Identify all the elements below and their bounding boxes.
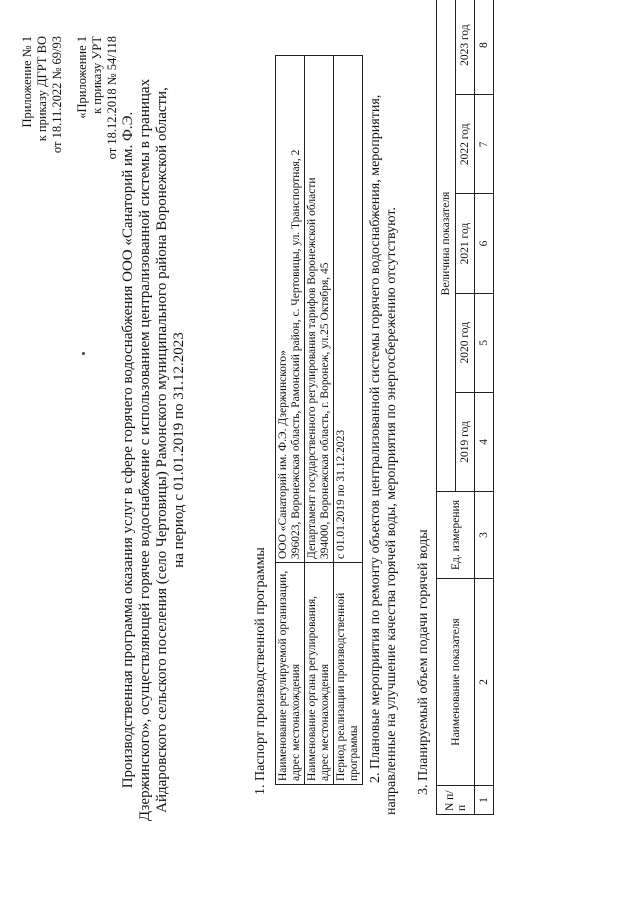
table-header-row [437, 0, 456, 815]
column-header-unit: Ед. измерения [437, 492, 475, 579]
passport-value-line: 396023, Воронежская область, Рамонский район, с. Чертовицы, ул. Транспортная, 2 [290, 149, 302, 559]
title-line: Дзержинского», осуществляющей горячее водоснабжение с использованием централизованной системы в границах [137, 78, 153, 822]
table-row [305, 56, 334, 785]
appendix-line: Приложение № 1 [20, 36, 34, 128]
passport-value [305, 56, 334, 563]
section-2-text: 2. Плановые мероприятия по ремонту объектов централизованной системы горячего водоснабжения, мероприятия, направленные на улучшение качества горячей воды, мероприятия по энергосбережению отсутствуют. [368, 94, 399, 815]
index-cell: 6 [475, 194, 494, 293]
passport-label: Наименование регулируемой организации, адрес местонахождения [276, 563, 305, 785]
column-header-number: N п/ п [437, 786, 475, 815]
index-cell: 3 [475, 492, 494, 579]
volume-table [436, 0, 494, 815]
section-1-heading: 1. Паспорт производственной программы [253, 547, 268, 795]
passport-label: Наименование органа регулирования, адрес местонахождения [305, 563, 334, 785]
index-cell: 7 [475, 95, 494, 194]
passport-value [334, 56, 363, 563]
table-row [334, 56, 363, 785]
appendix-header [20, 36, 120, 266]
column-header-year: 2022 год [456, 95, 475, 194]
column-header-name: Наименование показателя [437, 579, 475, 786]
index-cell: 1 [475, 786, 494, 815]
passport-label: Период реализации производственной программы [334, 563, 363, 785]
document-title [120, 65, 188, 835]
passport-value-line: с 01.01.2019 по 31.12.2023 [335, 429, 347, 559]
index-cell: 8 [475, 0, 494, 95]
title-line: Производственная программа оказания услуг в сфере горячего водоснабжения ООО «Санаторий им. Ф.Э. [120, 111, 136, 789]
title-line: Айдаровского сельского поселения (село Чертовицы) Рамонского муниципального района Воронежской области, [154, 87, 170, 813]
scan-speck [82, 352, 85, 355]
column-header-year: 2021 год [456, 194, 475, 293]
passport-value-line: Департамент государственного регулирования тарифов Воронежской области [306, 177, 318, 559]
appendix-line: от 18.11.2022 № 69/93 [50, 36, 64, 154]
index-cell: 5 [475, 293, 494, 392]
index-cell: 4 [475, 392, 494, 491]
section-3-heading: 3. Планируемый объем подачи горячей воды [416, 529, 431, 795]
appendix-line: к приказу ДГРТ ВО [35, 36, 49, 142]
column-header-year: 2020 год [456, 293, 475, 392]
passport-value-line: 394000, Воронежская область, г. Воронеж, ул.25 Октября, 45 [319, 262, 331, 559]
index-cell: 2 [475, 579, 494, 786]
column-header-group: Величина показателя [437, 0, 456, 492]
passport-table [275, 55, 363, 785]
passport-value-line: ООО «Санаторий им. Ф.Э. Дзержинского» [277, 350, 289, 559]
passport-value [276, 56, 305, 563]
appendix-line: от 18.12.2018 № 54/118 [105, 36, 119, 160]
appendix-line: к приказу УРТ [90, 36, 104, 114]
column-header-year: 2023 год [456, 0, 475, 95]
table-row [276, 56, 305, 785]
table-row [475, 0, 494, 815]
title-line: на период с 01.01.2019 по 31.12.2023 [171, 332, 187, 568]
appendix-line: «Приложение 1 [75, 36, 89, 119]
column-header-year: 2019 год [456, 392, 475, 491]
